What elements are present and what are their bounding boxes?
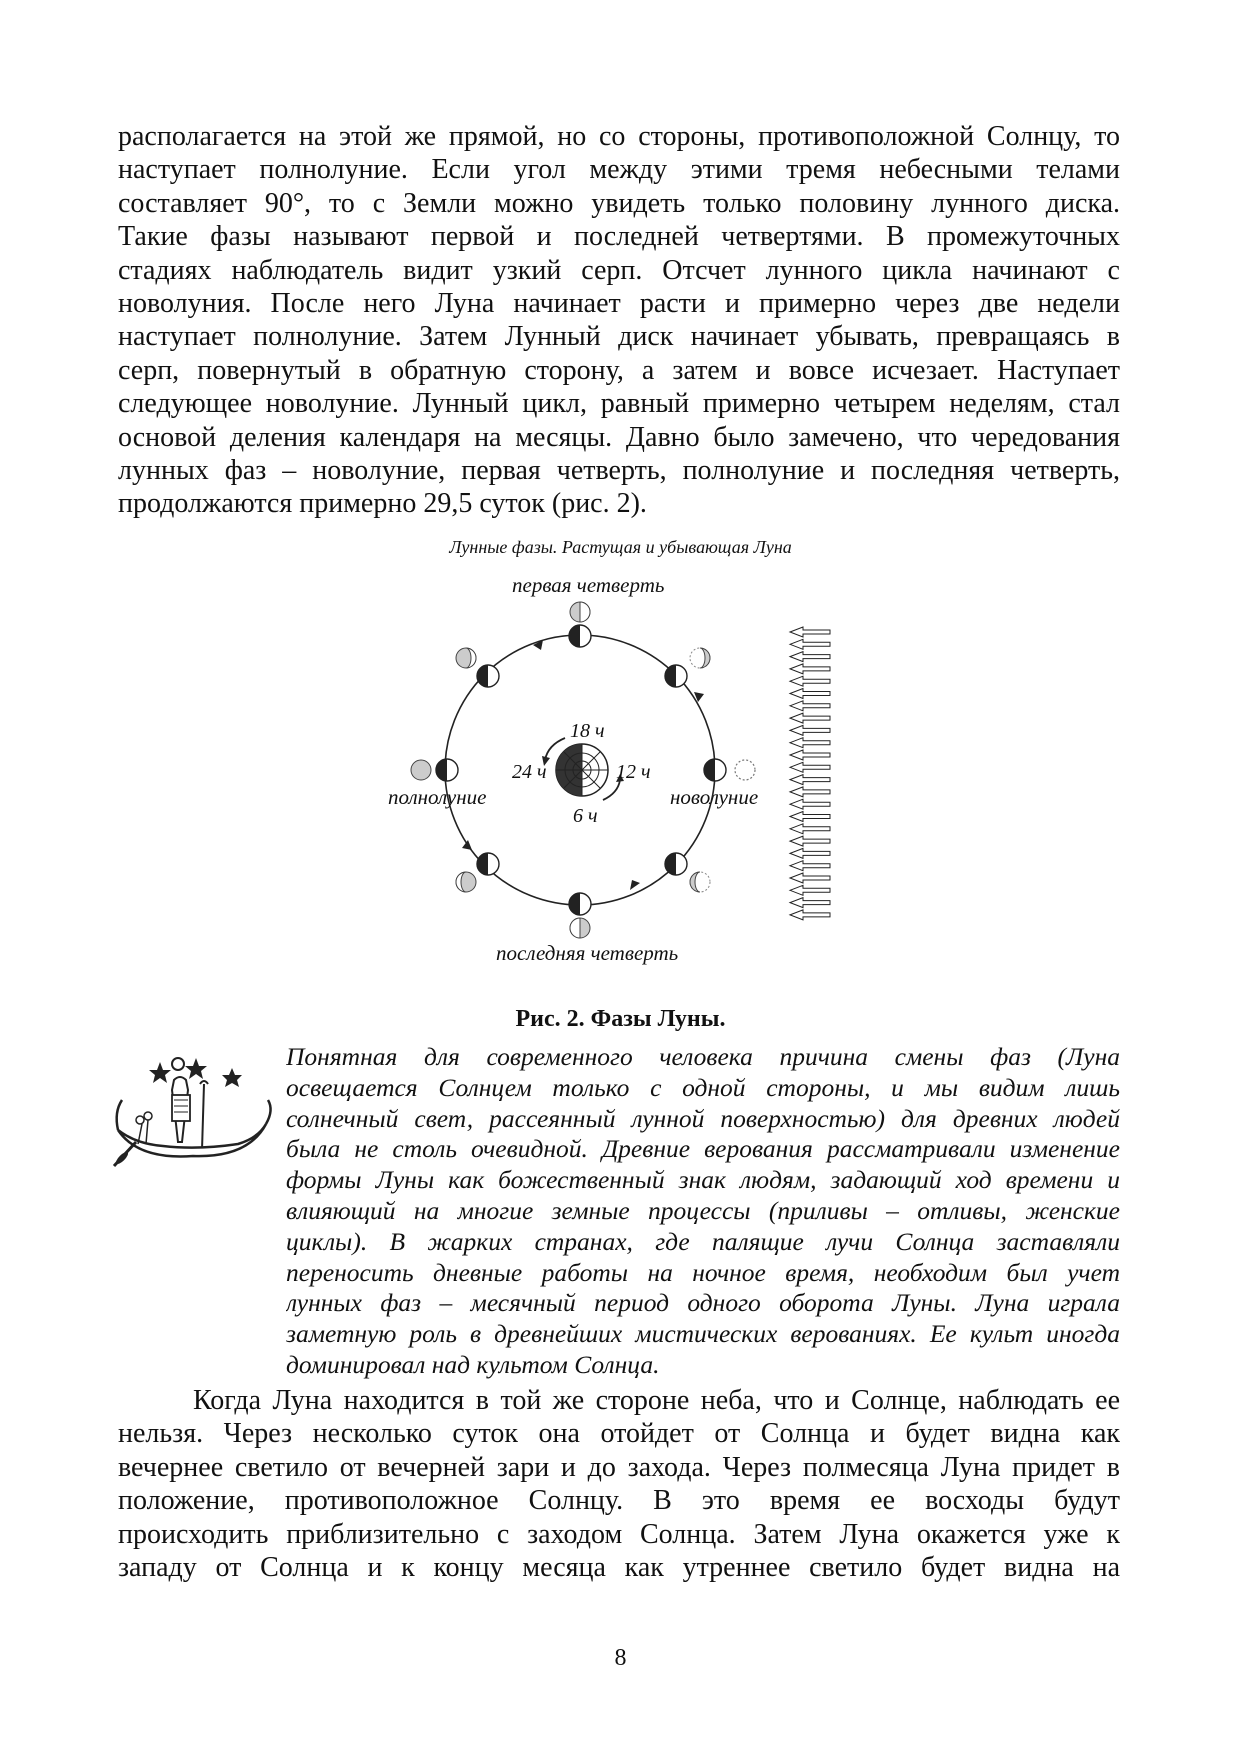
sunlight-arrow xyxy=(790,762,830,772)
text-line: вечернее светило от вечерней зари и до захода. Через полмесяца Луна придет в xyxy=(118,1451,1120,1483)
phase-new-moon xyxy=(735,760,755,780)
rotation-arrow xyxy=(603,780,620,800)
sunlight-arrow xyxy=(790,787,830,797)
italic-block xyxy=(286,1042,1120,1381)
text-line: серп, повернутый в обратную сторону, а затем и вовсе исчезает. Наступает xyxy=(118,354,1120,386)
moon-orbit-topleft xyxy=(477,665,499,687)
text-line: продолжаются примерно 29,5 суток (рис. 2). xyxy=(118,488,647,520)
sunlight-arrow xyxy=(790,639,830,649)
paragraph-2 xyxy=(118,1384,1120,1584)
label-new-moon: новолуние xyxy=(670,785,759,809)
figure-caption: Рис. 2. Фазы Луны. xyxy=(515,1006,726,1032)
text-line: формы Луны как божественный знак людям, задающий ход времени и xyxy=(286,1165,1120,1195)
text-line: лунных фаз – новолуние, первая четверть, полнолуние и последняя четверть, xyxy=(118,454,1120,486)
sunlight-arrow xyxy=(790,689,830,699)
sunlight-arrow xyxy=(790,738,830,748)
phase-waxing-gibbous xyxy=(456,648,476,668)
label-last-quarter: последняя четверть xyxy=(496,941,679,965)
label-full-moon: полнолуние xyxy=(388,785,487,809)
text-line: новолуния. После него Луна начинает расти и примерно через две недели xyxy=(118,287,1120,319)
sunlight-arrow xyxy=(790,824,830,834)
moon-orbit-right xyxy=(704,759,726,781)
moon-orbit-bottomright xyxy=(665,853,687,875)
hour-12-label: 12 ч xyxy=(616,761,651,783)
sunlight-arrow xyxy=(790,676,830,686)
sunlight-arrow xyxy=(790,861,830,871)
text-line: стадиях наблюдатель видит узкий серп. Отсчет лунного цикла начинают с xyxy=(118,254,1120,286)
egyptian-boat-illustration xyxy=(108,1040,278,1170)
sunlight-arrow xyxy=(790,652,830,662)
phase-last-quarter xyxy=(570,918,590,938)
text-line: располагается на этой же прямой, но со стороны, противоположной Солнцу, то xyxy=(118,121,1120,152)
text-line: Когда Луна находится в той же стороне неба, что и Солнце, наблюдать ее xyxy=(193,1385,1120,1416)
sunlight-arrow xyxy=(790,713,830,723)
hour-6-label: 6 ч xyxy=(573,805,598,827)
phase-waxing-crescent xyxy=(690,648,710,668)
moon-orbit-bottom xyxy=(569,893,591,915)
phase-full-moon xyxy=(411,760,431,780)
orbit-arrow xyxy=(462,840,472,850)
orbit-arrow xyxy=(630,880,640,890)
text-line: нельзя. Через несколько суток она отойдет от Солнца и будет видна как xyxy=(118,1418,1120,1450)
text-line: переносить дневные работы на ночное время, необходим был учет xyxy=(286,1257,1120,1287)
sunlight-arrow xyxy=(790,775,830,785)
sunlight-arrow xyxy=(790,873,830,883)
sunlight-arrow xyxy=(790,836,830,846)
sunlight-arrow xyxy=(790,898,830,908)
text-line: была не столь очевидной. Древние верования рассматривали изменение xyxy=(286,1134,1120,1164)
moon-orbit-left xyxy=(436,759,458,781)
label-first-quarter: первая четверть xyxy=(512,573,665,597)
phase-first-quarter xyxy=(570,602,590,622)
hour-18-label: 18 ч xyxy=(570,720,605,742)
sunlight-arrow xyxy=(790,885,830,895)
hour-24-label: 24 ч xyxy=(512,761,547,783)
page-number: 8 xyxy=(614,1645,627,1671)
text-line: циклы). В жарких странах, где палящие лучи Солнца заставляли xyxy=(286,1226,1120,1256)
sunlight-arrow xyxy=(790,799,830,809)
text-line: лунных фаз – месячный период одного оборота Луны. Луна играла xyxy=(286,1288,1120,1318)
text-line: наступает полнолуние. Затем Лунный диск начинает убывать, превращаясь в xyxy=(118,321,1120,353)
text-line: заметную роль в древнейших мистических верованиях. Ее культ иногда xyxy=(286,1319,1120,1349)
text-line: основой деления календаря на месяцы. Давно было замечено, что чередования xyxy=(118,421,1120,453)
text-line: влияющий на многие земные процессы (приливы – отливы, женские xyxy=(286,1195,1120,1225)
text-line: западу от Солнца и к концу месяца как утреннее светило будет видна на xyxy=(118,1551,1120,1583)
moon-orbit-topright xyxy=(665,665,687,687)
moon-orbit-top xyxy=(569,625,591,647)
text-line: Такие фазы называют первой и последней четвертями. В промежуточных xyxy=(118,221,1120,253)
phase-waning-crescent xyxy=(690,872,710,892)
sunlight-arrows xyxy=(790,627,830,920)
sunlight-arrow xyxy=(790,910,830,920)
text-line: происходить приблизительно с заходом Солнца. Затем Луна окажется уже к xyxy=(118,1518,1120,1550)
earth-icon xyxy=(556,744,608,796)
sunlight-arrow xyxy=(790,627,830,637)
text-line: следующее новолуние. Лунный цикл, равный примерно четырем неделям, стал xyxy=(118,388,1120,420)
text-line: составляет 90°, то с Земли можно увидеть только половину лунного диска. xyxy=(118,187,1120,219)
sunlight-arrow xyxy=(790,664,830,674)
figure-title: Лунные фазы. Растущая и убывающая Луна xyxy=(449,537,792,557)
text-line: освещается Солнцем только с одной стороны, и мы видим лишь xyxy=(286,1072,1120,1102)
sunlight-arrow xyxy=(790,750,830,760)
text-line: наступает полнолуние. Если угол между этими тремя небесными телами xyxy=(118,154,1120,186)
sunlight-arrow xyxy=(790,848,830,858)
text-line: солнечный свет, рассеянный лунной поверхностью) для древних людей xyxy=(286,1103,1120,1133)
star-icon xyxy=(149,1058,242,1087)
sunlight-arrow xyxy=(790,701,830,711)
text-line: доминировал над культом Солнца. xyxy=(286,1349,660,1379)
phase-waning-gibbous xyxy=(456,872,476,892)
text-line: положение, противоположное Солнцу. В это время ее восходы будут xyxy=(118,1485,1120,1517)
sunlight-arrow xyxy=(790,812,830,822)
sunlight-arrow xyxy=(790,725,830,735)
text-line: Понятная для современного человека причина смены фаз (Луна xyxy=(286,1042,1120,1071)
moon-orbit-bottomleft xyxy=(477,853,499,875)
